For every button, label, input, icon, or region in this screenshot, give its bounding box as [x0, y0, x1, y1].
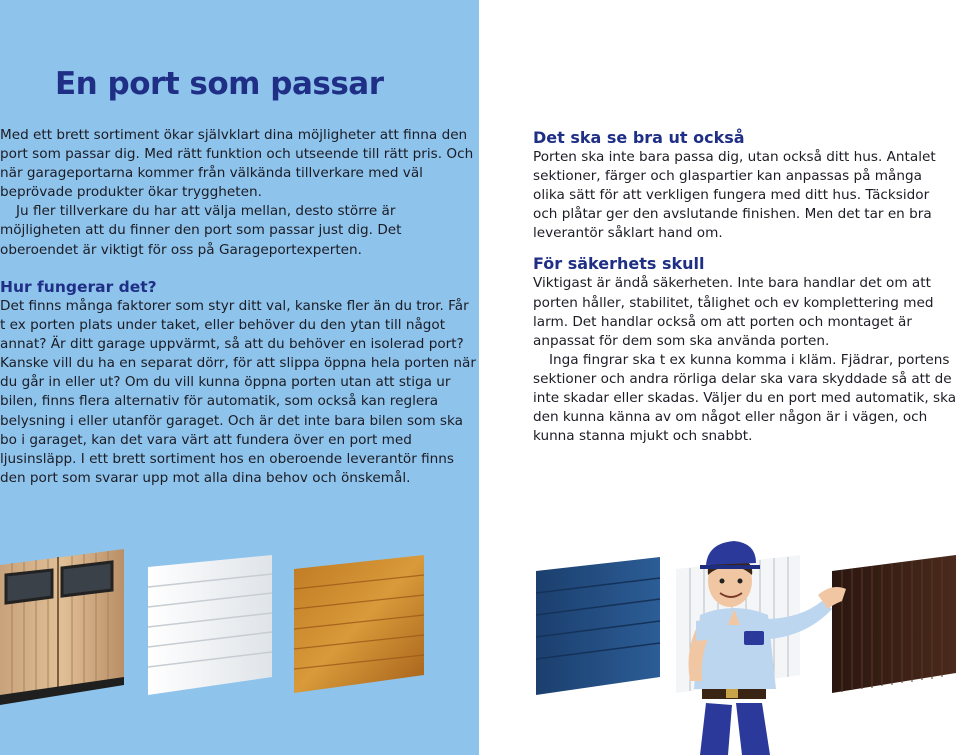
intro-paragraph-2: Ju fler tillverkare du har att välja mellan, desto större är möjligheten att du finner den port som passar just dig. Det oberoendet är viktigt för oss på Garageportexperten. [0, 203, 402, 258]
how-heading: Hur fungerar det? [0, 278, 157, 296]
blue-sectional-door [536, 557, 660, 695]
dark-brown-door [832, 555, 956, 693]
how-section [0, 277, 478, 488]
right-column [533, 128, 957, 446]
looks-paragraph: Porten ska inte bara passa dig, utan också ditt hus. Antalet sektioner, färger och glaspartier kan anpassas på många olika sätt för att verkligen fungera med ditt hus. Täcksidor och plåtar ger den avslutande finishen. Men det tar en bra leverantör såklart hand om. [533, 149, 936, 242]
how-paragraph: Det finns många faktorer som styr ditt val, kanske fler än du tror. Får t ex porten plats under taket, eller behöver du den ytan till något annat? Är ditt garage uppvärmt, så att du behöver en isolerad port? Kanske vill du ha en separat dörr, för att slippa öppna hela porten när du går in eller ut? Om du vill kunna öppna porten utan att stiga ur bilen, finns flera alternativ för automatik, som också kan reglera belysning i eller utanför garaget. Och är det inte bara bilen som ska bo i garaget, kan det vara värt att fundera över en port med ljusinsläpp. I ett brett sortiment hos en oberoende leverantör finns den port som svarar upp mot alla dina behov och önskemål. [0, 298, 476, 486]
door-gallery [0, 535, 960, 755]
safety-paragraph-2: Inga fingrar ska t ex kunna komma i kläm. Fjädrar, portens sektioner och andra rörliga delar ska vara skyddade så att de inte skadar eller skadas. Väljer du en port med automatik, ska den kunna känna av om något eller någon är i vägen, och kunna stanna mjukt och snabbt. [533, 351, 957, 445]
looks-heading: Det ska se bra ut också [533, 128, 745, 147]
safety-heading: För säkerhets skull [533, 254, 705, 274]
white-sectional-door [148, 555, 272, 695]
intro-paragraph-1: Med ett brett sortiment ökar självklart dina möjligheter att finna den port som passar dig. Med rätt funktion och utseende till rätt pris. Och när garageportarna kommer från välkända tillverkare med väl beprövade produkter ökar tryggheten. [0, 127, 474, 201]
page-title: En port som passar [55, 66, 384, 102]
safety-section [533, 254, 957, 446]
oak-panel-door [294, 555, 424, 693]
intro-section [0, 126, 478, 260]
safety-paragraph-1: Viktigast är ändå säkerheten. Inte bara handlar det om att porten håller, stabilitet, tålighet och ev komplettering med larm. Det handlar också om att porten och montaget är anpassat för dem som ska använda porten. [533, 275, 934, 349]
wood-door-with-windows [0, 549, 124, 705]
